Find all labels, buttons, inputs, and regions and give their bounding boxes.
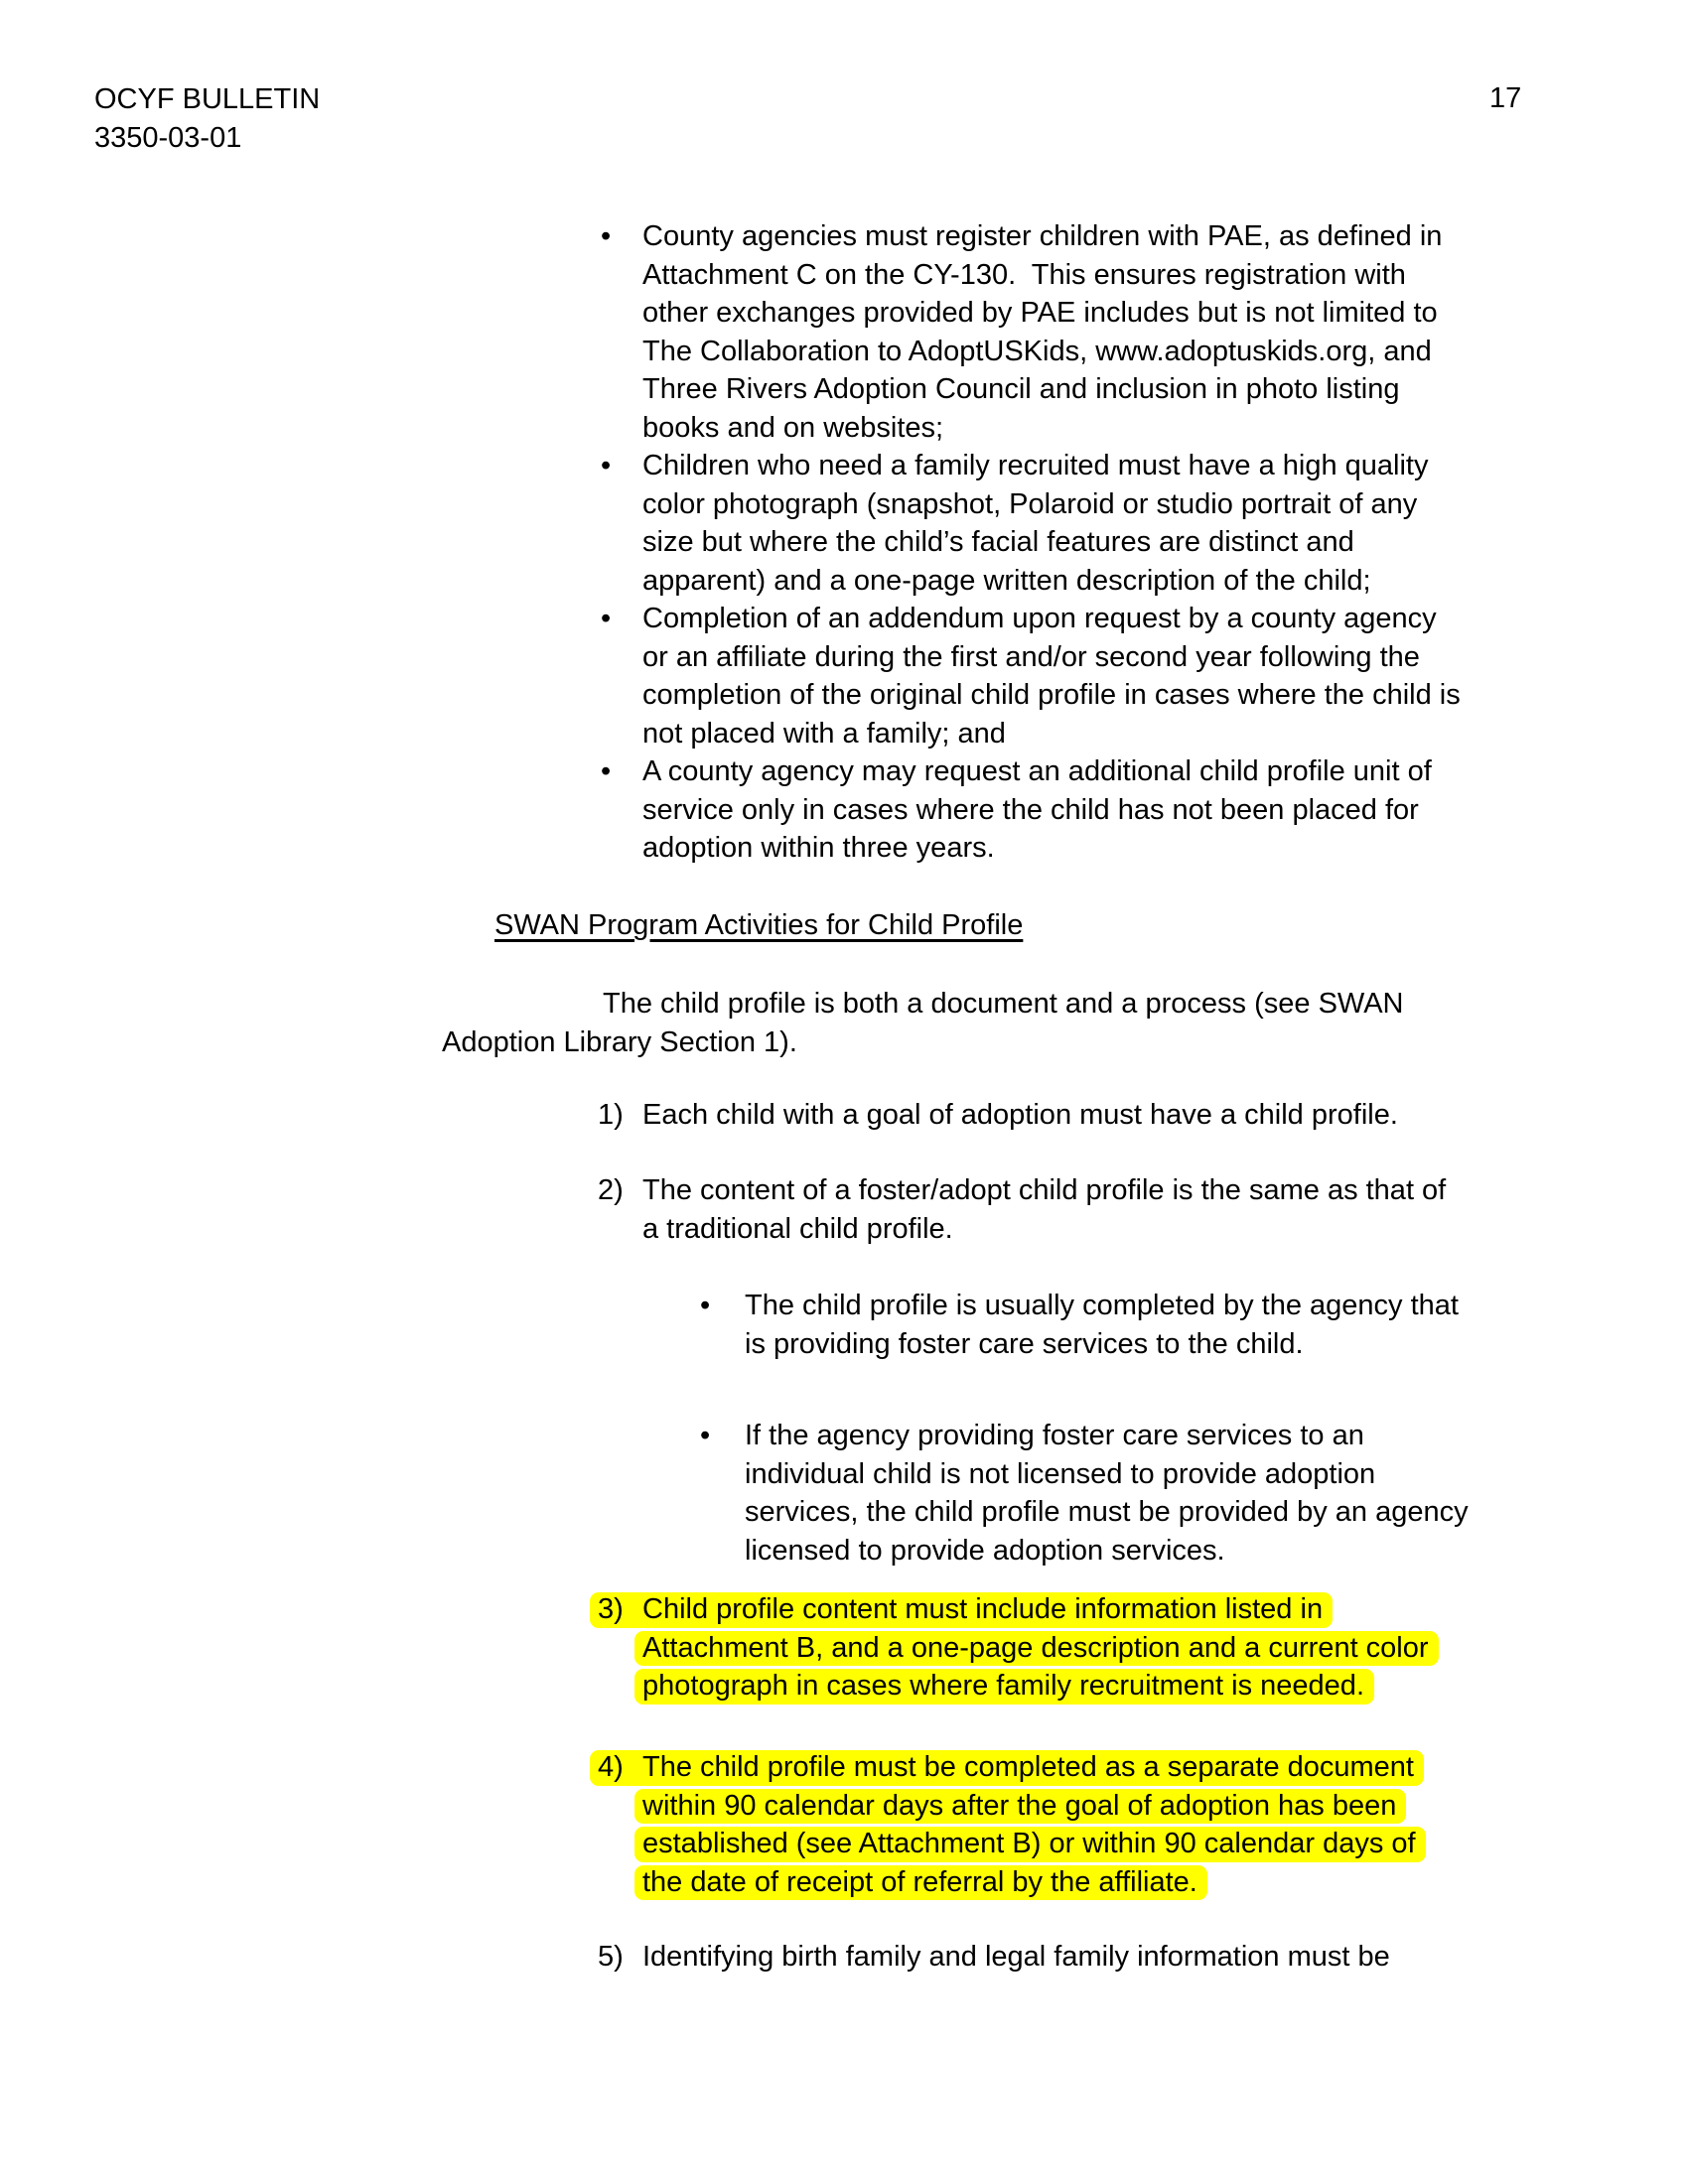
- doc-line: services, the child profile must be provided by an agency: [745, 1496, 1469, 1528]
- doc-line: Attachment C on the CY-130. This ensures registration with: [642, 258, 1406, 291]
- doc-line: individual child is not licensed to provide adoption: [745, 1457, 1376, 1490]
- bullet-icon: •: [601, 450, 612, 481]
- doc-line: Three Rivers Adoption Council and inclusion in photo listing: [642, 373, 1400, 405]
- doc-line: service only in cases where the child has not been placed for: [642, 793, 1419, 826]
- doc-line: adoption within three years.: [642, 832, 995, 864]
- bullet-list: [601, 219, 1461, 870]
- doc-line: A county agency may request an additional child profile unit of: [642, 755, 1432, 787]
- doc-line: not placed with a family; and: [642, 717, 1006, 750]
- bullet-item: [601, 219, 1461, 446]
- numbered-item-4-highlighted: [598, 1750, 1416, 1903]
- doc-line: County agencies must register children with PAE, as defined in: [642, 220, 1443, 252]
- doc-line: within 90 calendar days after the goal of adoption has been: [642, 1789, 1397, 1822]
- doc-line: The Collaboration to AdoptUSKids, www.adoptuskids.org, and: [642, 335, 1432, 367]
- sub-bullet-list: [700, 1289, 1459, 1365]
- doc-line: Child profile content must include information listed in: [642, 1593, 1324, 1625]
- numbered-item-5: [598, 1940, 1390, 1979]
- doc-line: If the agency providing foster care services to an: [745, 1420, 1364, 1451]
- doc-line: licensed to provide adoption services.: [745, 1534, 1225, 1567]
- bullet-item: [601, 754, 1461, 867]
- item-number: 3): [598, 1593, 624, 1625]
- bullet-icon: •: [700, 1290, 711, 1321]
- item-number: 2): [598, 1174, 624, 1206]
- doc-line: apparent) and a one-page written description of the child;: [642, 564, 1371, 597]
- item-number: 5): [598, 1941, 624, 1973]
- bullet-item: [601, 449, 1461, 599]
- numbered-item-2: [598, 1173, 1447, 1250]
- doc-line: Identifying birth family and legal family information must be: [642, 1941, 1390, 1973]
- doc-line: The child profile is both a document and a process (see SWAN: [603, 988, 1404, 1020]
- sub-bullet-item: [700, 1419, 1469, 1569]
- doc-line: other exchanges provided by PAE includes but is not limited to: [642, 297, 1438, 329]
- doc-line: established (see Attachment B) or within 90 calendar days of: [642, 1828, 1416, 1859]
- sub-bullet-list: [700, 1419, 1469, 1571]
- bullet-icon: •: [601, 603, 612, 634]
- doc-line: photograph in cases where family recruitment is needed.: [642, 1670, 1364, 1702]
- doc-line: books and on websites;: [642, 411, 944, 444]
- doc-number: 3350-03-01: [94, 121, 242, 154]
- header: [94, 82, 320, 159]
- doc-line: Each child with a goal of adoption must have a child profile.: [642, 1099, 1398, 1131]
- item-number: 4): [598, 1751, 624, 1783]
- numbered-item-3-highlighted: [598, 1592, 1429, 1707]
- doc-title: OCYF BULLETIN: [94, 83, 321, 115]
- intro-paragraph: [442, 987, 1404, 1063]
- doc-line: The child profile is usually completed by the agency that: [745, 1290, 1459, 1321]
- numbered-item-1: [598, 1098, 1398, 1137]
- item-number: 1): [598, 1099, 624, 1131]
- sub-bullet-item: [700, 1289, 1459, 1362]
- doc-line: the date of receipt of referral by the affiliate.: [642, 1865, 1197, 1898]
- doc-line: a traditional child profile.: [642, 1212, 953, 1245]
- doc-line: Children who need a family recruited must have a high quality: [642, 450, 1429, 481]
- bullet-icon: •: [601, 220, 612, 252]
- doc-line: is providing foster care services to the child.: [745, 1327, 1304, 1360]
- doc-line: The child profile must be completed as a separate document: [642, 1751, 1414, 1783]
- section-heading: SWAN Program Activities for Child Profile: [494, 909, 1024, 941]
- bullet-item: [601, 602, 1461, 751]
- page-number: 17: [1489, 82, 1522, 114]
- doc-line: color photograph (snapshot, Polaroid or studio portrait of any: [642, 487, 1418, 520]
- doc-line: The content of a foster/adopt child profile is the same as that of: [642, 1174, 1447, 1206]
- doc-line: Attachment B, and a one-page description and a current color: [642, 1631, 1429, 1664]
- doc-line: Completion of an addendum upon request by a county agency: [642, 603, 1437, 634]
- bullet-icon: •: [700, 1420, 711, 1451]
- doc-line: or an affiliate during the first and/or second year following the: [642, 640, 1420, 673]
- doc-line: size but where the child’s facial features are distinct and: [642, 526, 1354, 558]
- doc-line: Adoption Library Section 1).: [442, 1025, 797, 1058]
- doc-line: completion of the original child profile in cases where the child is: [642, 679, 1461, 711]
- bullet-icon: •: [601, 755, 612, 787]
